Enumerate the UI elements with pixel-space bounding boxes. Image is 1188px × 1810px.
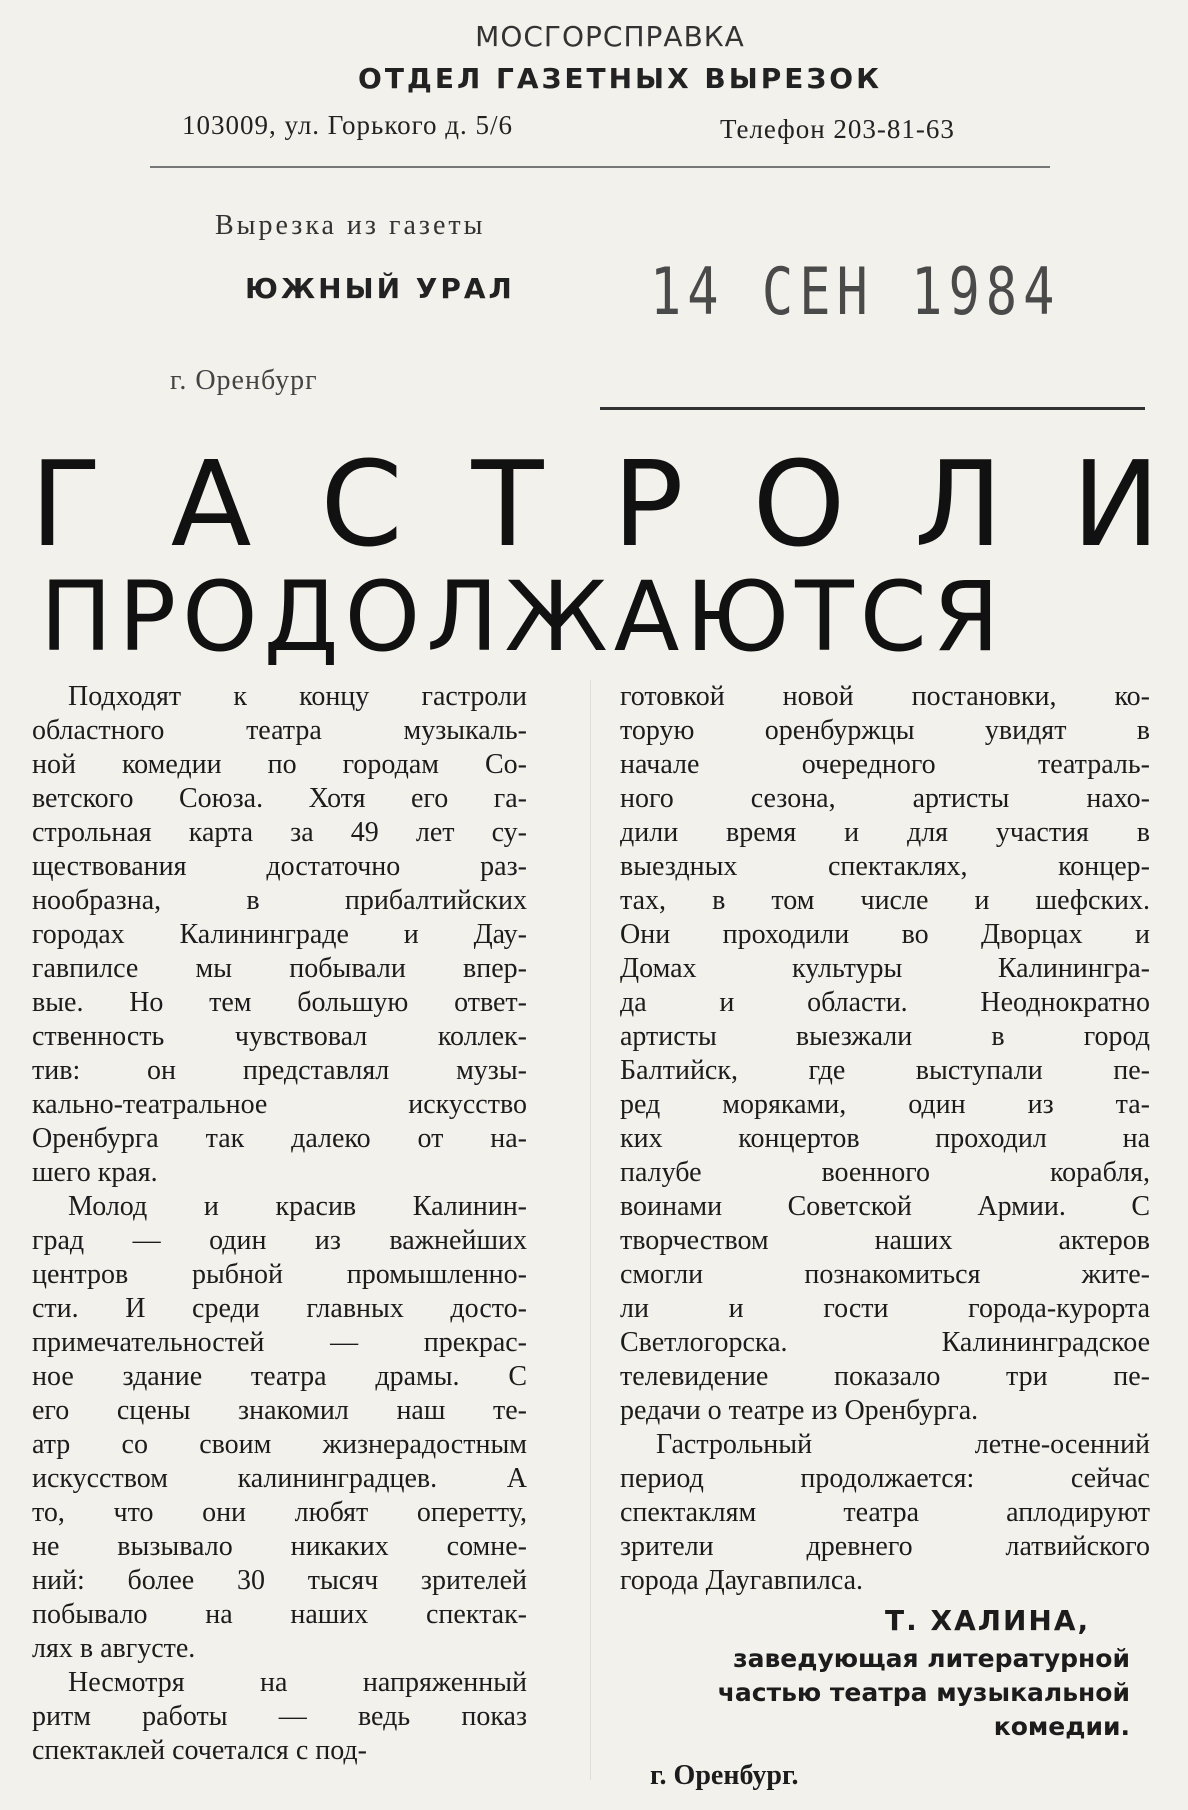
article-line: тах, в том числе и шефских. xyxy=(620,885,1150,916)
article-line: ществования достаточно раз- xyxy=(32,851,527,882)
article-line: центров рыбной промышленно- xyxy=(32,1259,527,1290)
article-line: зрители древнего латвийского xyxy=(620,1531,1150,1562)
author-name: Т. ХАЛИНА, xyxy=(885,1604,1091,1637)
article-line: период продолжается: сейчас xyxy=(620,1463,1150,1494)
article-line: примечательностей — прекрас- xyxy=(32,1327,527,1358)
article-line: Светлогорска. Калининградское xyxy=(620,1327,1150,1358)
author-city: г. Оренбург. xyxy=(650,1760,799,1791)
headline-line-1 xyxy=(30,435,1160,573)
article-line: палубе военного корабля, xyxy=(620,1157,1150,1188)
article-line: спектаклей сочетался с под- xyxy=(32,1735,367,1766)
headline-rule xyxy=(600,407,1145,410)
article-line: Подходят к концу гастроли xyxy=(68,681,527,712)
article-line: начале очередного театраль- xyxy=(620,749,1150,780)
article-line: шего края. xyxy=(32,1157,158,1188)
article-line: ное здание театра драмы. С xyxy=(32,1361,527,1392)
article-line: торую оренбуржцы увидят в xyxy=(620,715,1150,746)
article-line: строльная карта за 49 лет су- xyxy=(32,817,527,848)
article-line: Несмотря на напряженный xyxy=(68,1667,527,1698)
article-line: лях в августе. xyxy=(32,1633,196,1664)
agency-phone: Телефон 203-81-63 xyxy=(720,114,955,144)
department-name: ОТДЕЛ ГАЗЕТНЫХ ВЫРЕЗОК xyxy=(358,62,882,95)
agency-address: 103009, ул. Горького д. 5/6 xyxy=(182,110,513,140)
headline-letter: С xyxy=(320,435,403,573)
article-line: тив: он представлял музы- xyxy=(32,1055,527,1086)
article-line: Домах культуры Калинингра- xyxy=(620,953,1150,984)
article-line: спектаклям театра аплодируют xyxy=(620,1497,1150,1528)
headline-letter: Р xyxy=(612,435,684,573)
article-line: Оренбурга так далеко от на- xyxy=(32,1123,527,1154)
article-line: телевидение показало три пе- xyxy=(620,1361,1150,1392)
article-line: кально-театральное искусство xyxy=(32,1089,527,1120)
article-line: города Даугавпилса. xyxy=(620,1565,864,1596)
article-line: выездных спектаклях, концер- xyxy=(620,851,1150,882)
headline-line-2: ПРОДОЛЖАЮТСЯ xyxy=(40,561,1006,673)
author-position-line: комедии. xyxy=(993,1712,1130,1741)
author-position xyxy=(680,1642,1130,1744)
agency-name: МОСГОРСПРАВКА xyxy=(475,20,745,53)
article-line: областного театра музыкаль- xyxy=(32,715,527,746)
article-line: ственность чувствовал коллек- xyxy=(32,1021,527,1052)
headline-letter: Л xyxy=(914,435,1003,573)
clipping-label: Вырезка из газеты xyxy=(215,210,486,241)
article-line: побывало на наших спектак- xyxy=(32,1599,527,1630)
article-line: то, что они любят оперетту, xyxy=(32,1497,527,1528)
author-position-line: частью театра музыкальной xyxy=(717,1678,1130,1707)
article-line: Они проходили во Дворцах и xyxy=(620,919,1150,950)
headline-letter: О xyxy=(752,435,846,573)
date-stamp: 14 СЕН 1984 xyxy=(650,255,1061,330)
article-line: дили время и для участия в xyxy=(620,817,1150,848)
column-divider xyxy=(590,680,591,1780)
article-line: его сцены знакомил наш те- xyxy=(32,1395,527,1426)
article-line: творчеством наших актеров xyxy=(620,1225,1150,1256)
article-line: Молод и красив Калинин- xyxy=(68,1191,527,1222)
article-line: сти. И среди главных досто- xyxy=(32,1293,527,1324)
author-position-line: заведующая литературной xyxy=(733,1644,1130,1673)
article-line: Гастрольный летне-осенний xyxy=(656,1429,1150,1460)
newspaper-name: ЮЖНЫЙ УРАЛ xyxy=(245,272,515,305)
article-line: артисты выезжали в город xyxy=(620,1021,1150,1052)
article-line: ритм работы — ведь показ xyxy=(32,1701,527,1732)
article-line: ного сезона, артисты нахо- xyxy=(620,783,1150,814)
article-line: редачи о театре из Оренбурга. xyxy=(620,1395,979,1426)
article-line: воинами Советской Армии. С xyxy=(620,1191,1150,1222)
headline-letter: Т xyxy=(471,435,544,573)
headline-letter: Г xyxy=(30,435,102,573)
article-line: Балтийск, где выступали пе- xyxy=(620,1055,1150,1086)
headline-letter: А xyxy=(170,435,252,573)
article-line: ветского Союза. Хотя его га- xyxy=(32,783,527,814)
article-line: атр со своим жизнерадостным xyxy=(32,1429,527,1460)
article-line: да и области. Неоднократно xyxy=(620,987,1150,1018)
article-line: гавпилсе мы побывали впер- xyxy=(32,953,527,984)
headline-letter: И xyxy=(1071,435,1160,573)
article-line: ли и гости города-курорта xyxy=(620,1293,1150,1324)
article-line: ний: более 30 тысяч зрителей xyxy=(32,1565,527,1596)
header-divider xyxy=(150,166,1050,168)
article-line: готовкой новой постановки, ко- xyxy=(620,681,1150,712)
article-column-right xyxy=(620,680,1150,1598)
article-line: вые. Но тем большую ответ- xyxy=(32,987,527,1018)
article-line: городах Калининграде и Дау- xyxy=(32,919,527,950)
article-line: ких концертов проходил на xyxy=(620,1123,1150,1154)
article-line: не вызывало никаких сомне- xyxy=(32,1531,527,1562)
article-line: нообразна, в прибалтийских xyxy=(32,885,527,916)
source-city: г. Оренбург xyxy=(170,365,318,396)
article-line: ред моряками, один из та- xyxy=(620,1089,1150,1120)
article-column-left xyxy=(32,680,527,1768)
article-line: град — один из важнейших xyxy=(32,1225,527,1256)
article-line: ной комедии по городам Со- xyxy=(32,749,527,780)
article-line: искусством калининградцев. А xyxy=(32,1463,527,1494)
article-line: смогли познакомиться жите- xyxy=(620,1259,1150,1290)
